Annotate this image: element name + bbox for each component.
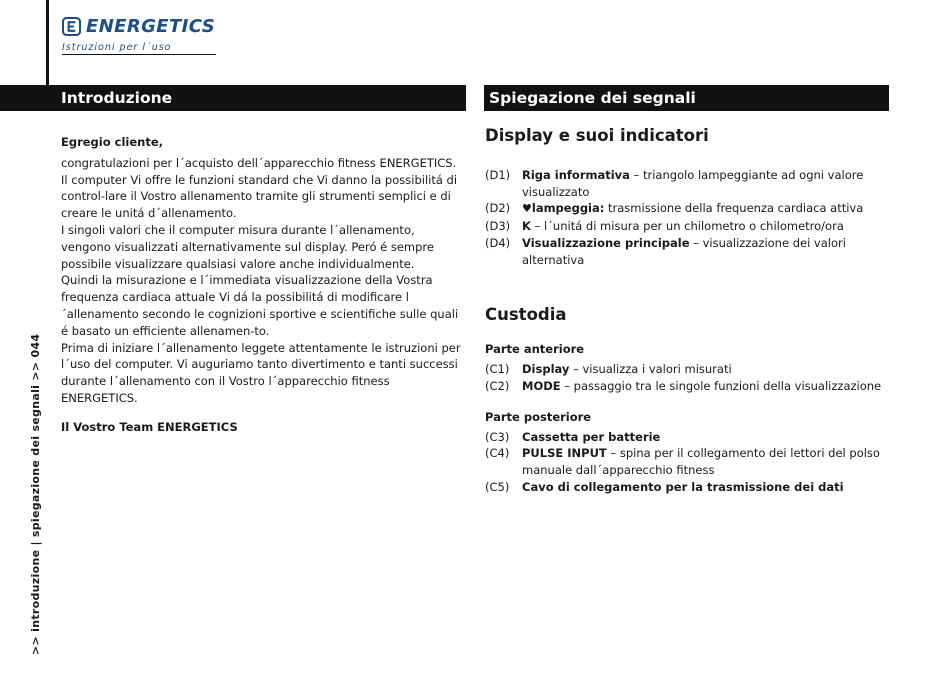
list-item bbox=[485, 361, 890, 378]
item-term: Riga informativa bbox=[522, 167, 630, 182]
document-subtitle: Istruzioni per l´uso bbox=[62, 42, 216, 55]
item-text: – visualizza i valori misurati bbox=[569, 362, 732, 377]
list-item bbox=[485, 218, 890, 235]
back-list bbox=[485, 429, 890, 496]
item-term: K bbox=[522, 219, 531, 234]
list-item bbox=[485, 429, 890, 446]
item-text: – spina per il collegamento dei lettori del polso manuale dall´apparecchio fitness bbox=[522, 446, 880, 478]
intro-paragraph: Il computer Vi offre le funzioni standard che Vi danno la possibilitá di control-lare il Vostro allenamento tramite gli strumenti semplici e di creare le unitá d´allenamento. bbox=[61, 172, 458, 221]
display-list bbox=[485, 167, 890, 269]
introduction-column bbox=[61, 134, 466, 436]
item-term: Cassetta per batterie bbox=[522, 429, 661, 444]
list-item bbox=[485, 200, 890, 218]
heart-icon: ♥ bbox=[522, 202, 532, 216]
front-subheading: Parte anteriore bbox=[485, 342, 585, 357]
item-code: (D3) bbox=[485, 219, 511, 234]
page-spine-label: >> introduzione | spiegazione dei segnali >> 044 bbox=[29, 333, 42, 655]
item-term: Visualizzazione principale bbox=[522, 235, 690, 250]
section-title-introduzione: Introduzione bbox=[0, 85, 466, 111]
list-item bbox=[485, 479, 890, 496]
greeting: Egregio cliente, bbox=[61, 135, 163, 149]
brand-logo bbox=[62, 16, 215, 37]
item-code: (C1) bbox=[485, 362, 510, 377]
item-code: (D4) bbox=[485, 235, 511, 250]
display-heading: Display e suoi indicatori bbox=[485, 126, 709, 145]
intro-paragraph: Prima di iniziare l´allenamento leggete attentamente le istruzioni per l´uso del computer. Vi auguriamo tanto divertimento e tanti successi durante l´allenamento con il Vostro l´apparecchio fitness ENERGETICS. bbox=[61, 340, 461, 405]
item-code: (C4) bbox=[485, 446, 510, 461]
intro-paragraph: I singoli valori che il computer misura durante l´allenamento, vengono visualizzati alternativamente sul display. Peró é sempre possibile visualizzare qualsiasi valore anche individualmente. bbox=[61, 222, 434, 271]
signature: Il Vostro Team ENERGETICS bbox=[61, 419, 238, 434]
intro-paragraph: congratulazioni per l´acquisto dell´apparecchio fitness ENERGETICS. bbox=[61, 155, 457, 170]
list-item bbox=[485, 235, 890, 269]
list-item bbox=[485, 167, 890, 201]
list-item bbox=[485, 445, 890, 479]
section-title-segnali: Spiegazione dei segnali bbox=[484, 85, 889, 111]
item-term: lampeggia: bbox=[531, 201, 605, 216]
item-text: – l´unitá di misura per un chilometro o chilometro/ora bbox=[530, 219, 844, 234]
item-term: Cavo di collegamento per la trasmissione dei dati bbox=[522, 479, 844, 494]
item-code: (C5) bbox=[485, 479, 510, 494]
item-term: Display bbox=[522, 362, 570, 377]
brand-name: ENERGETICS bbox=[86, 16, 216, 37]
signals-column bbox=[485, 128, 890, 496]
item-term: MODE bbox=[522, 378, 561, 393]
energetics-logo-icon bbox=[62, 17, 81, 36]
item-code: (C2) bbox=[485, 378, 510, 393]
front-list bbox=[485, 361, 890, 395]
item-text: – visualizzazione dei valori alternativa bbox=[522, 235, 846, 267]
margin-rule bbox=[46, 0, 49, 86]
list-item bbox=[485, 378, 890, 395]
item-text: trasmissione della frequenza cardiaca attiva bbox=[604, 201, 864, 216]
item-text: – passaggio tra le singole funzioni della visualizzazione bbox=[560, 378, 882, 393]
intro-paragraph: Quindi la misurazione e l´immediata visualizzazione della Vostra frequenza cardiaca attuale Vi dá la possibilitá di modificare l´allenamento secondo le cognizioni sportive e scientifiche sulle quali é basato un efficiente allenamen-to. bbox=[61, 273, 459, 338]
item-code: (C3) bbox=[485, 429, 510, 444]
item-code: (D1) bbox=[485, 167, 511, 182]
item-text: – triangolo lampeggiante ad ogni valore visualizzato bbox=[522, 167, 864, 199]
custodia-heading: Custodia bbox=[485, 304, 567, 324]
item-term: PULSE INPUT bbox=[522, 446, 607, 461]
item-code: (D2) bbox=[485, 201, 511, 216]
back-subheading: Parte posteriore bbox=[485, 409, 592, 424]
